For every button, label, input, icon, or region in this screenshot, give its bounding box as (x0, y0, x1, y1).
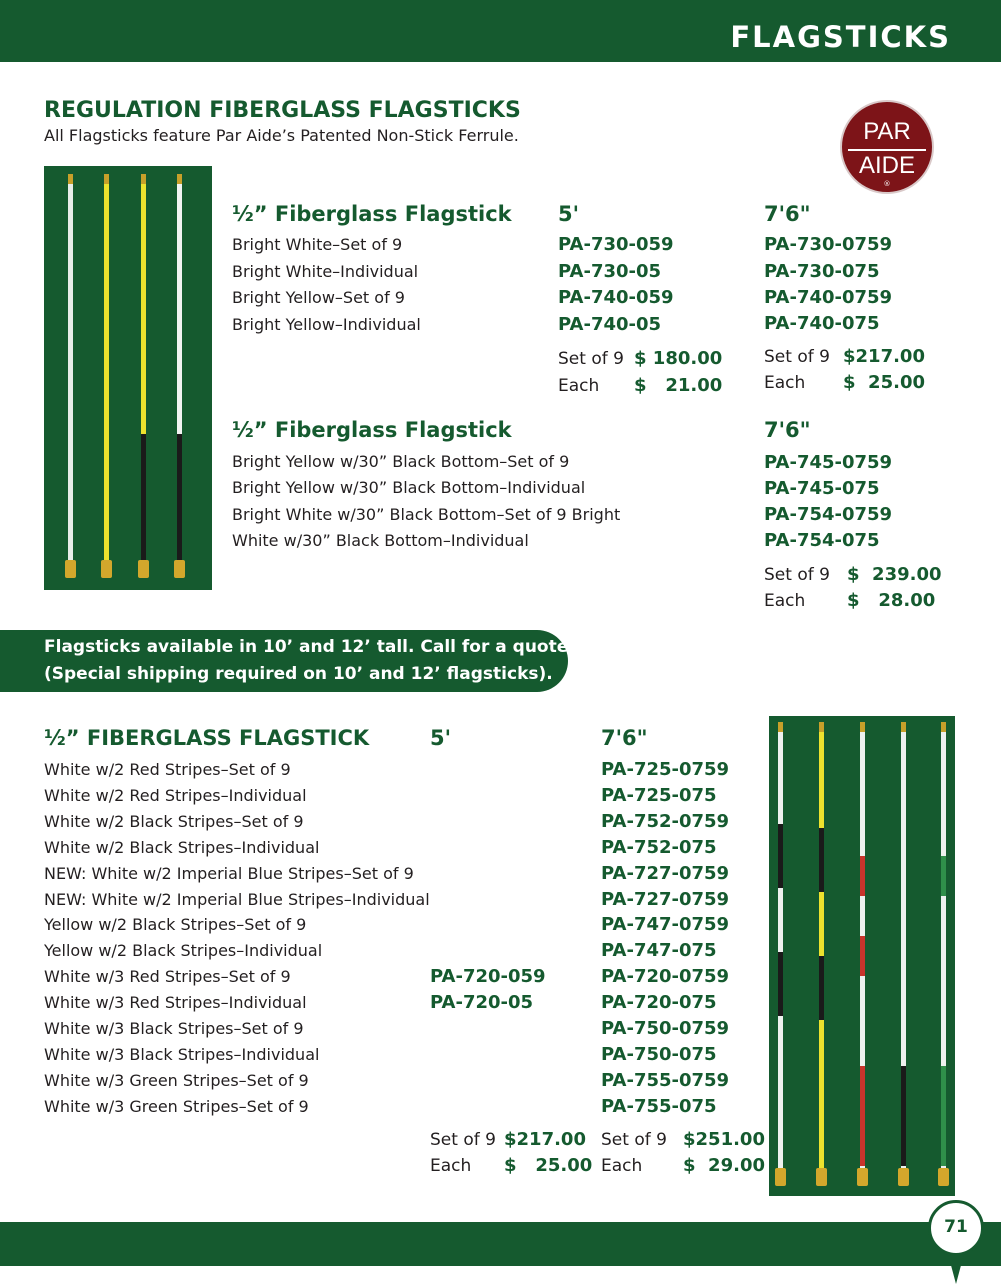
product-option-label: White w/3 Green Stripes–Set of 9 (44, 1097, 309, 1116)
column-header-7ft6: 7'6" (764, 418, 811, 442)
column-header-7ft6: 7'6" (601, 726, 648, 750)
price-each: $ 29.00 (683, 1155, 765, 1176)
stripe-red (860, 856, 865, 896)
part-number: PA-754-0759 (764, 504, 893, 525)
product-option-label: White w/2 Red Stripes–Set of 9 (44, 760, 291, 779)
column-header-5ft: 5' (558, 202, 580, 226)
product-title: ½” Fiberglass Flagstick (232, 202, 512, 226)
product-option-label: NEW: White w/2 Imperial Blue Stripes–Set of 9 (44, 864, 414, 883)
part-number: PA-725-075 (601, 785, 717, 806)
stripe-black (819, 956, 824, 1020)
flagstick-ferrule (898, 1168, 909, 1186)
part-number: PA-720-075 (601, 992, 717, 1013)
footer-bar (0, 1222, 1001, 1266)
price-label-each: Each (558, 376, 600, 396)
product-option-label: White w/2 Red Stripes–Individual (44, 786, 307, 805)
flagstick-tip (941, 722, 946, 732)
logo-divider (848, 149, 926, 151)
price-label-set: Set of 9 (601, 1130, 667, 1150)
product-option-label: Bright White w/30” Black Bottom–Set of 9 Bright (232, 505, 621, 524)
part-number: PA-752-0759 (601, 811, 730, 832)
product-option-label: Bright White–Individual (232, 262, 419, 281)
flagstick-ferrule (938, 1168, 949, 1186)
price-set: $217.00 (504, 1129, 586, 1150)
flagstick-tip (778, 722, 783, 732)
part-number: PA-755-0759 (601, 1070, 730, 1091)
part-number: PA-730-075 (764, 261, 880, 282)
flagstick-black-bottom (141, 434, 146, 562)
flagstick-ferrule (775, 1168, 786, 1186)
flagstick-ferrule (101, 560, 112, 578)
section-title: REGULATION FIBERGLASS FLAGSTICKS (44, 98, 521, 123)
part-number: PA-747-0759 (601, 914, 730, 935)
flagstick-black-bottom (177, 434, 182, 562)
header-bar (0, 0, 1001, 62)
page-number: 71 (944, 1217, 968, 1237)
product-option-label: White w/3 Green Stripes–Set of 9 (44, 1071, 309, 1090)
flagstick-ferrule (816, 1168, 827, 1186)
stripe-black (819, 828, 824, 892)
product-option-label: Yellow w/2 Black Stripes–Set of 9 (44, 915, 307, 934)
product-option-label: NEW: White w/2 Imperial Blue Stripes–Individual (44, 890, 430, 909)
flagstick-ferrule (857, 1168, 868, 1186)
product-option-label: Bright Yellow w/30” Black Bottom–Set of 9 (232, 452, 570, 471)
flagstick-white-black-bottom (177, 184, 182, 434)
flagstick-tip (901, 722, 906, 732)
flagstick-tip (177, 174, 182, 184)
part-number: PA-730-0759 (764, 234, 893, 255)
page-title: FLAGSTICKS (730, 20, 951, 54)
column-header-5ft: 5' (430, 726, 452, 750)
flagstick-tip (104, 174, 109, 184)
stripe-black (901, 1066, 906, 1166)
price-label-each: Each (764, 591, 806, 611)
product-option-label: White w/2 Black Stripes–Set of 9 (44, 812, 304, 831)
product-option-label: Bright Yellow–Individual (232, 315, 421, 334)
price-set: $217.00 (843, 346, 925, 367)
price-label-set: Set of 9 (558, 349, 624, 369)
part-number: PA-740-075 (764, 313, 880, 334)
price-each: $ 28.00 (847, 590, 936, 611)
price-set: $ 239.00 (847, 564, 942, 585)
flagstick-tip (68, 174, 73, 184)
product-option-label: Yellow w/2 Black Stripes–Individual (44, 941, 323, 960)
stripe-red (860, 1066, 865, 1166)
price-set: $251.00 (683, 1129, 765, 1150)
price-label-each: Each (601, 1156, 643, 1176)
part-number: PA-727-0759 (601, 889, 730, 910)
price-label-each: Each (430, 1156, 472, 1176)
product-option-label: White w/3 Red Stripes–Individual (44, 993, 307, 1012)
stripe-black (778, 952, 783, 1016)
part-number: PA-725-0759 (601, 759, 730, 780)
product-option-label: White w/30” Black Bottom–Individual (232, 531, 529, 550)
logo-text-bottom: AIDE (858, 152, 915, 179)
column-header-7ft6: 7'6" (764, 202, 811, 226)
flagstick-ferrule (65, 560, 76, 578)
golf-ball-icon (928, 1200, 984, 1256)
stripe-red (860, 936, 865, 976)
part-number: PA-730-05 (558, 261, 662, 282)
part-number: PA-747-075 (601, 940, 717, 961)
logo-text-top: PAR (863, 118, 911, 145)
flagstick-tip (141, 174, 146, 184)
callout-line-2: (Special shipping required on 10’ and 12’ flagsticks). (44, 664, 553, 684)
product-option-label: White w/2 Black Stripes–Individual (44, 838, 320, 857)
price-label-set: Set of 9 (764, 565, 830, 585)
part-number: PA-745-075 (764, 478, 880, 499)
product-title: ½” Fiberglass Flagstick (232, 418, 512, 442)
flagstick-yellow-black-bottom (141, 184, 146, 434)
part-number: PA-740-05 (558, 314, 662, 335)
price-label-each: Each (764, 373, 806, 393)
part-number: PA-755-075 (601, 1096, 717, 1117)
flagstick-photo-solid (44, 166, 212, 590)
flagstick-photo-striped (769, 716, 955, 1196)
product-title: ½” FIBERGLASS FLAGSTICK (44, 726, 370, 750)
part-number: PA-740-0759 (764, 287, 893, 308)
flagstick-yellow (104, 184, 109, 562)
stripe-black (778, 824, 783, 888)
par-aide-logo (840, 100, 934, 194)
price-each: $ 21.00 (634, 375, 723, 396)
part-number: PA-720-0759 (601, 966, 730, 987)
flagstick-ferrule (174, 560, 185, 578)
part-number: PA-750-075 (601, 1044, 717, 1065)
part-number: PA-720-05 (430, 992, 534, 1013)
part-number: PA-752-075 (601, 837, 717, 858)
stripe-green (941, 1066, 946, 1166)
flagstick-ferrule (138, 560, 149, 578)
flagstick-white (68, 184, 73, 562)
price-label-set: Set of 9 (430, 1130, 496, 1150)
part-number: PA-727-0759 (601, 863, 730, 884)
part-number: PA-745-0759 (764, 452, 893, 473)
tall-flagsticks-callout (0, 630, 575, 692)
product-option-label: Bright Yellow–Set of 9 (232, 288, 405, 307)
price-label-set: Set of 9 (764, 347, 830, 367)
golf-tee-icon (948, 1254, 964, 1284)
product-option-label: Bright Yellow w/30” Black Bottom–Individual (232, 478, 586, 497)
part-number: PA-720-059 (430, 966, 546, 987)
part-number: PA-750-0759 (601, 1018, 730, 1039)
part-number: PA-730-059 (558, 234, 674, 255)
product-option-label: White w/3 Red Stripes–Set of 9 (44, 967, 291, 986)
section-subtitle: All Flagsticks feature Par Aide’s Patented Non-Stick Ferrule. (44, 126, 519, 145)
callout-line-1: Flagsticks available in 10’ and 12’ tall. Call for a quote. (44, 637, 575, 657)
product-option-label: White w/3 Black Stripes–Set of 9 (44, 1019, 304, 1038)
product-option-label: White w/3 Black Stripes–Individual (44, 1045, 320, 1064)
product-option-label: Bright White–Set of 9 (232, 235, 403, 254)
price-set: $ 180.00 (634, 348, 723, 369)
flagstick-tip (819, 722, 824, 732)
stripe-green (941, 856, 946, 896)
logo-registered-mark: ® (883, 180, 891, 188)
flagstick-tip (860, 722, 865, 732)
part-number: PA-740-059 (558, 287, 674, 308)
price-each: $ 25.00 (504, 1155, 593, 1176)
flagstick-yellow-black-stripes (819, 732, 824, 1172)
price-each: $ 25.00 (843, 372, 925, 393)
part-number: PA-754-075 (764, 530, 880, 551)
